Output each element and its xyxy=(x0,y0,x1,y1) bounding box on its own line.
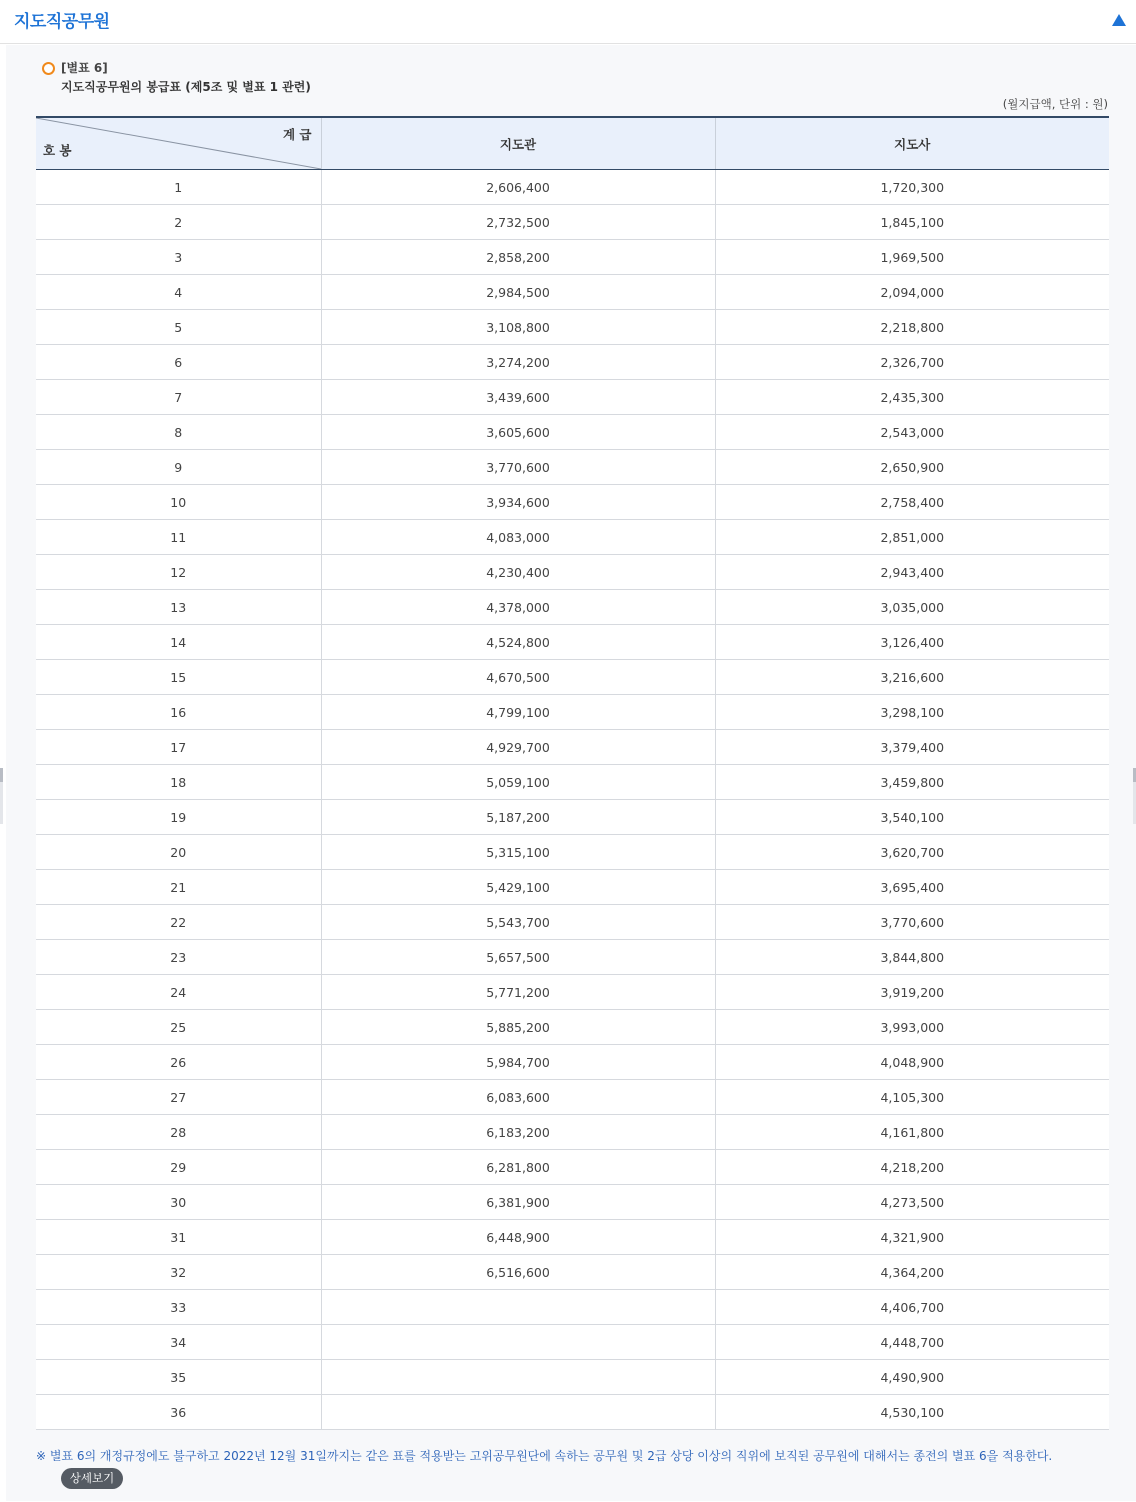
collapse-triangle-up-icon[interactable] xyxy=(1112,14,1126,26)
table-row xyxy=(36,975,1109,1010)
table-row xyxy=(36,1045,1109,1080)
jidosa-salary-cell: 4,364,200 xyxy=(715,1255,1109,1290)
table-row xyxy=(36,660,1109,695)
jidosa-salary-cell: 4,273,500 xyxy=(715,1185,1109,1220)
table-row xyxy=(36,730,1109,765)
jidogwan-salary-cell xyxy=(321,1395,715,1430)
jidogwan-salary-cell: 2,732,500 xyxy=(321,205,715,240)
jidogwan-salary-cell: 5,657,500 xyxy=(321,940,715,975)
jidogwan-salary-cell: 3,439,600 xyxy=(321,380,715,415)
table-row xyxy=(36,1255,1109,1290)
step-cell: 26 xyxy=(36,1045,321,1080)
jidosa-salary-cell: 3,379,400 xyxy=(715,730,1109,765)
jidosa-salary-cell: 3,216,600 xyxy=(715,660,1109,695)
table-row xyxy=(36,590,1109,625)
step-cell: 11 xyxy=(36,520,321,555)
table-row xyxy=(36,1185,1109,1220)
jidosa-salary-cell: 3,540,100 xyxy=(715,800,1109,835)
table-row xyxy=(36,555,1109,590)
table-row xyxy=(36,1115,1109,1150)
jidogwan-salary-cell: 4,230,400 xyxy=(321,555,715,590)
table-row xyxy=(36,1360,1109,1395)
detail-view-button[interactable]: 상세보기 xyxy=(61,1468,123,1489)
step-cell: 35 xyxy=(36,1360,321,1395)
jidosa-salary-cell: 2,435,300 xyxy=(715,380,1109,415)
step-cell: 8 xyxy=(36,415,321,450)
step-cell: 20 xyxy=(36,835,321,870)
step-cell: 29 xyxy=(36,1150,321,1185)
table-row xyxy=(36,415,1109,450)
step-cell: 23 xyxy=(36,940,321,975)
step-cell: 24 xyxy=(36,975,321,1010)
table-row xyxy=(36,940,1109,975)
jidosa-salary-cell: 3,298,100 xyxy=(715,695,1109,730)
jidogwan-salary-cell: 6,516,600 xyxy=(321,1255,715,1290)
jidosa-salary-cell: 2,094,000 xyxy=(715,275,1109,310)
table-row xyxy=(36,1080,1109,1115)
jidogwan-salary-cell: 5,771,200 xyxy=(321,975,715,1010)
jidosa-salary-cell: 3,993,000 xyxy=(715,1010,1109,1045)
table-row xyxy=(36,310,1109,345)
jidosa-salary-cell: 4,321,900 xyxy=(715,1220,1109,1255)
footnote: ※ 별표 6의 개정규정에도 불구하고 2022년 12월 31일까지는 같은 표를 적용받는 고위공무원단에 속하는 공무원 및 2급 상당 이상의 직위에 보직된 공무원에 대해서는 종전의 별표 6을 적용한다. xyxy=(36,1449,1053,1463)
jidogwan-salary-cell: 4,524,800 xyxy=(321,625,715,660)
jidogwan-salary-cell: 2,858,200 xyxy=(321,240,715,275)
jidosa-salary-cell: 2,326,700 xyxy=(715,345,1109,380)
step-cell: 36 xyxy=(36,1395,321,1430)
step-cell: 3 xyxy=(36,240,321,275)
appendix-tag: [별표 6] xyxy=(61,61,108,75)
jidogwan-salary-cell: 4,929,700 xyxy=(321,730,715,765)
step-cell: 1 xyxy=(36,170,321,205)
step-cell: 10 xyxy=(36,485,321,520)
jidogwan-salary-cell: 4,799,100 xyxy=(321,695,715,730)
jidosa-salary-cell: 1,845,100 xyxy=(715,205,1109,240)
table-row xyxy=(36,800,1109,835)
appendix-title: 지도직공무원의 봉급표 (제5조 및 별표 1 관련) xyxy=(61,80,311,94)
jidosa-salary-cell: 3,919,200 xyxy=(715,975,1109,1010)
jidosa-salary-cell: 2,218,800 xyxy=(715,310,1109,345)
jidogwan-salary-cell: 5,543,700 xyxy=(321,905,715,940)
jidosa-salary-cell: 2,758,400 xyxy=(715,485,1109,520)
step-cell: 4 xyxy=(36,275,321,310)
jidogwan-salary-cell xyxy=(321,1290,715,1325)
jidosa-salary-cell: 3,844,800 xyxy=(715,940,1109,975)
jidosa-salary-cell: 2,650,900 xyxy=(715,450,1109,485)
jidogwan-salary-cell: 4,670,500 xyxy=(321,660,715,695)
jidosa-salary-cell: 1,720,300 xyxy=(715,170,1109,205)
step-cell: 9 xyxy=(36,450,321,485)
jidosa-salary-cell: 1,969,500 xyxy=(715,240,1109,275)
jidosa-salary-cell: 2,851,000 xyxy=(715,520,1109,555)
table-row xyxy=(36,1010,1109,1045)
jidosa-salary-cell: 4,161,800 xyxy=(715,1115,1109,1150)
jidogwan-salary-cell: 6,281,800 xyxy=(321,1150,715,1185)
step-cell: 6 xyxy=(36,345,321,380)
jidogwan-salary-cell: 2,984,500 xyxy=(321,275,715,310)
circle-bullet-icon xyxy=(42,62,55,75)
table-row xyxy=(36,1290,1109,1325)
jidogwan-salary-cell: 4,083,000 xyxy=(321,520,715,555)
jidogwan-salary-cell: 2,606,400 xyxy=(321,170,715,205)
diagonal-divider xyxy=(36,118,321,169)
column-header-jidogwan: 지도관 xyxy=(321,117,715,170)
jidosa-salary-cell: 4,406,700 xyxy=(715,1290,1109,1325)
step-cell: 18 xyxy=(36,765,321,800)
table-row xyxy=(36,695,1109,730)
step-cell: 25 xyxy=(36,1010,321,1045)
table-row xyxy=(36,170,1109,205)
table-row xyxy=(36,485,1109,520)
step-cell: 31 xyxy=(36,1220,321,1255)
step-cell: 7 xyxy=(36,380,321,415)
jidogwan-salary-cell: 4,378,000 xyxy=(321,590,715,625)
jidogwan-salary-cell: 5,885,200 xyxy=(321,1010,715,1045)
jidosa-salary-cell: 2,543,000 xyxy=(715,415,1109,450)
jidosa-salary-cell: 3,770,600 xyxy=(715,905,1109,940)
step-cell: 16 xyxy=(36,695,321,730)
table-row xyxy=(36,835,1109,870)
jidosa-salary-cell: 3,695,400 xyxy=(715,870,1109,905)
step-cell: 13 xyxy=(36,590,321,625)
jidosa-salary-cell: 4,448,700 xyxy=(715,1325,1109,1360)
table-header-row xyxy=(36,117,1109,170)
jidosa-salary-cell: 3,620,700 xyxy=(715,835,1109,870)
column-header-jidosa: 지도사 xyxy=(715,117,1109,170)
step-axis-label: 호 봉 xyxy=(43,143,72,158)
table-row xyxy=(36,520,1109,555)
step-cell: 15 xyxy=(36,660,321,695)
jidosa-salary-cell: 2,943,400 xyxy=(715,555,1109,590)
step-cell: 28 xyxy=(36,1115,321,1150)
jidogwan-salary-cell: 3,274,200 xyxy=(321,345,715,380)
step-cell: 14 xyxy=(36,625,321,660)
corner-header-cell xyxy=(36,117,321,170)
step-cell: 12 xyxy=(36,555,321,590)
jidogwan-salary-cell: 6,448,900 xyxy=(321,1220,715,1255)
left-scroll-handle[interactable] xyxy=(0,768,3,824)
table-row xyxy=(36,1395,1109,1430)
section-title: 지도직공무원 xyxy=(14,12,110,32)
table-row xyxy=(36,870,1109,905)
jidosa-salary-cell: 4,048,900 xyxy=(715,1045,1109,1080)
section-header[interactable] xyxy=(0,0,1136,44)
jidogwan-salary-cell: 3,108,800 xyxy=(321,310,715,345)
step-cell: 30 xyxy=(36,1185,321,1220)
jidosa-salary-cell: 3,126,400 xyxy=(715,625,1109,660)
table-row xyxy=(36,625,1109,660)
jidosa-salary-cell: 3,459,800 xyxy=(715,765,1109,800)
table-row xyxy=(36,1150,1109,1185)
jidosa-salary-cell: 4,490,900 xyxy=(715,1360,1109,1395)
jidosa-salary-cell: 4,530,100 xyxy=(715,1395,1109,1430)
grade-axis-label: 계 급 xyxy=(282,127,312,142)
jidogwan-salary-cell: 6,381,900 xyxy=(321,1185,715,1220)
jidogwan-salary-cell: 5,315,100 xyxy=(321,835,715,870)
jidogwan-salary-cell: 3,934,600 xyxy=(321,485,715,520)
step-cell: 33 xyxy=(36,1290,321,1325)
salary-table xyxy=(36,116,1109,1430)
table-row xyxy=(36,345,1109,380)
step-cell: 19 xyxy=(36,800,321,835)
jidogwan-salary-cell: 3,605,600 xyxy=(321,415,715,450)
step-cell: 27 xyxy=(36,1080,321,1115)
step-cell: 34 xyxy=(36,1325,321,1360)
jidogwan-salary-cell: 5,059,100 xyxy=(321,765,715,800)
table-row xyxy=(36,905,1109,940)
table-row xyxy=(36,380,1109,415)
step-cell: 2 xyxy=(36,205,321,240)
step-cell: 5 xyxy=(36,310,321,345)
jidogwan-salary-cell: 5,984,700 xyxy=(321,1045,715,1080)
jidogwan-salary-cell: 6,183,200 xyxy=(321,1115,715,1150)
table-row xyxy=(36,205,1109,240)
jidosa-salary-cell: 4,218,200 xyxy=(715,1150,1109,1185)
table-row xyxy=(36,240,1109,275)
table-row xyxy=(36,1220,1109,1255)
jidosa-salary-cell: 4,105,300 xyxy=(715,1080,1109,1115)
step-cell: 22 xyxy=(36,905,321,940)
table-row xyxy=(36,1325,1109,1360)
jidogwan-salary-cell: 5,187,200 xyxy=(321,800,715,835)
jidogwan-salary-cell: 3,770,600 xyxy=(321,450,715,485)
table-row xyxy=(36,765,1109,800)
jidogwan-salary-cell: 5,429,100 xyxy=(321,870,715,905)
step-cell: 32 xyxy=(36,1255,321,1290)
table-row xyxy=(36,450,1109,485)
jidogwan-salary-cell xyxy=(321,1325,715,1360)
unit-note: (월지급액, 단위 : 원) xyxy=(1002,97,1108,111)
table-row xyxy=(36,275,1109,310)
step-cell: 21 xyxy=(36,870,321,905)
jidogwan-salary-cell xyxy=(321,1360,715,1395)
jidogwan-salary-cell: 6,083,600 xyxy=(321,1080,715,1115)
jidosa-salary-cell: 3,035,000 xyxy=(715,590,1109,625)
step-cell: 17 xyxy=(36,730,321,765)
